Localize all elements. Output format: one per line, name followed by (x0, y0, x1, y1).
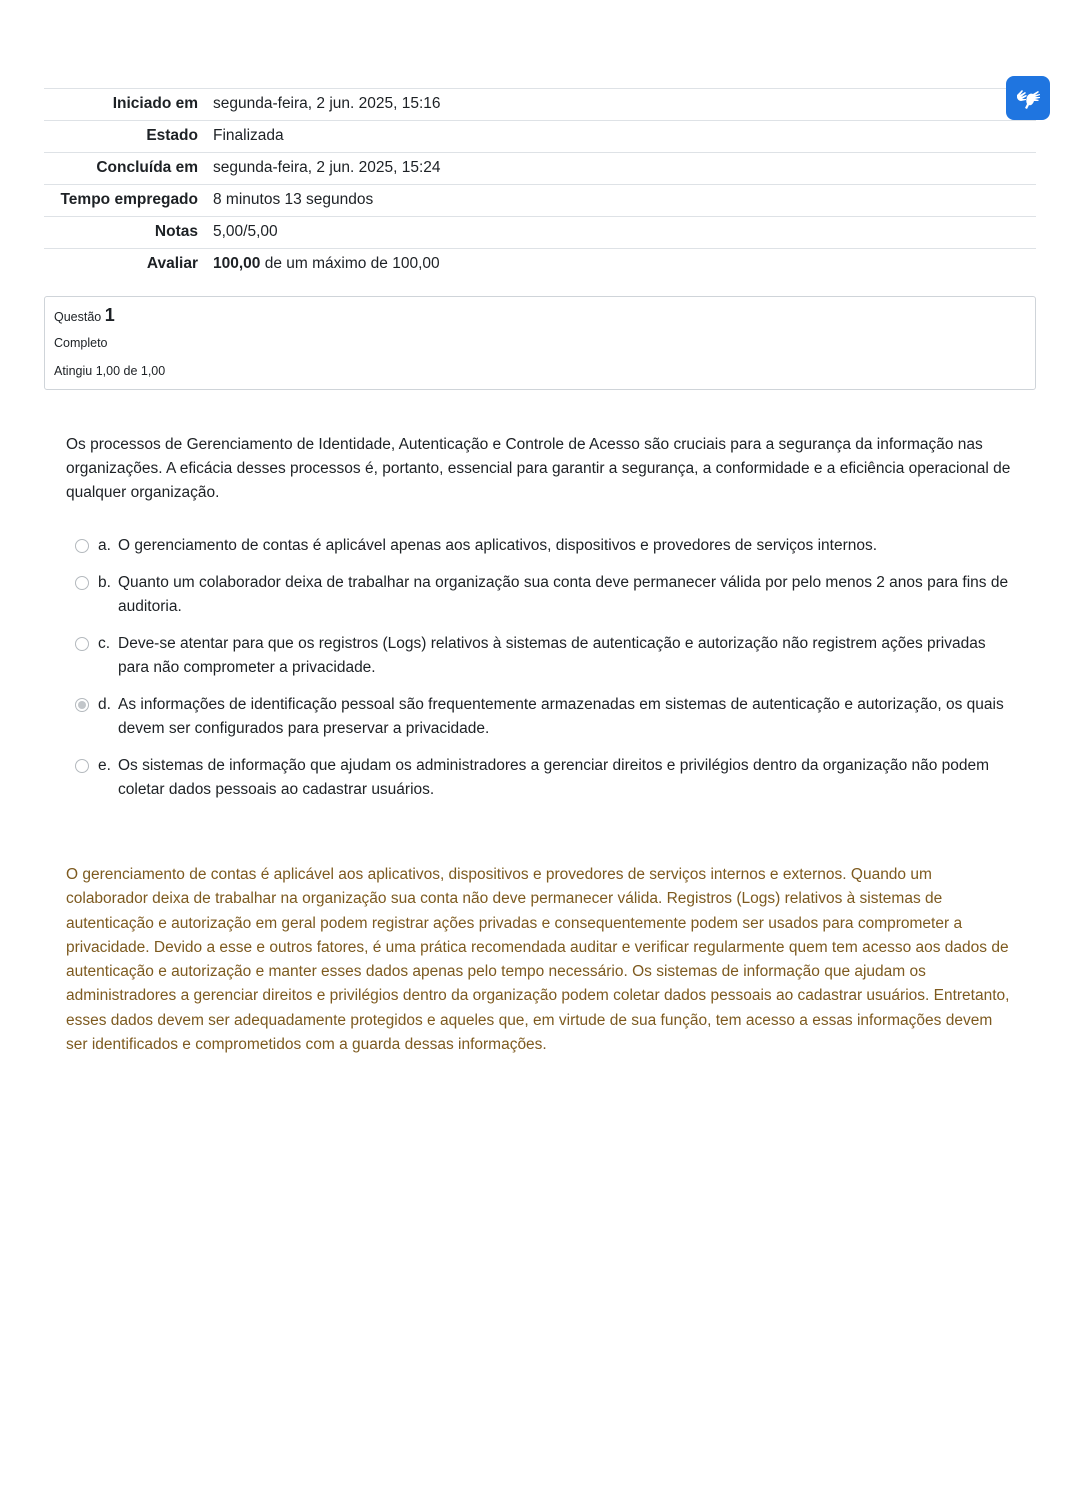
answer-letter: c. (98, 635, 111, 652)
answer-list (66, 534, 1016, 815)
radio-button[interactable] (75, 637, 89, 651)
answer-letter: d. (98, 696, 111, 713)
answer-text: Os sistemas de informação que ajudam os administradores a gerenciar direitos e privilégios dentro da organização não podem coletar dados pessoais ao cadastrar usuários. (118, 757, 990, 798)
answer-text: As informações de identificação pessoal são frequentemente armazenadas em sistemas de autenticação e autorização, os quais devem ser configurados para preservar a privacidade. (118, 696, 1004, 737)
question-grade: Atingiu 1,00 de 1,00 (54, 364, 166, 378)
answer-text: O gerenciamento de contas é aplicável apenas aos aplicativos, dispositivos e provedores de serviços internos. (118, 537, 878, 554)
radio-button[interactable] (75, 539, 89, 553)
answer-option-b[interactable] (66, 571, 1016, 619)
answer-option-d[interactable] (66, 693, 1016, 741)
question-number (54, 305, 1026, 327)
summary-value: segunda-feira, 2 jun. 2025, 15:16 (213, 95, 441, 112)
general-feedback: O gerenciamento de contas é aplicável aos aplicativos, dispositivos e provedores de serviços internos e externos. Quando um colaborador deixa de trabalhar na organização sua conta não deve permanecer válida. Registros (Logs) relativos à sistemas de autenticação e autorização em geral podem registrar ações privadas e consequentemente podem ser usados para comprometer a privacidade. Devido a esse e outros fatores, é uma prática recomendada auditar e verificar regularmente quem tem acesso aos dados de autenticação e autorização e manter esses dados apenas pelo tempo necessário. Os sistemas de informação que ajudam os administradores a gerenciar direitos e privilégios dentro da organização podem coletar dados pessoais ao cadastrar usuários. Entretanto, esses dados devem ser adequadamente protegidos e aqueles que, em virtude de sua função, tem acesso a essas informações devem ser identificados e comprometidos com a guarda dessas informações. (66, 866, 1010, 1054)
vlibras-accessibility-button[interactable] (1006, 76, 1050, 120)
answer-letter: a. (98, 537, 111, 554)
radio-button-selected[interactable] (75, 698, 89, 712)
summary-row-time-taken (44, 185, 1036, 217)
attempt-summary-table (44, 88, 1036, 280)
summary-row-grade (44, 249, 1036, 281)
answer-option-c[interactable] (66, 632, 1016, 680)
summary-label: Avaliar (146, 255, 198, 272)
question-text: Os processos de Gerenciamento de Identidade, Autenticação e Controle de Acesso são cruciais para a segurança da informação nas organizações. A eficácia desses processos é, portanto, essencial para garantir a segurança, a conformidade e a eficiência operacional de qualquer organização. (66, 436, 1011, 501)
summary-label: Notas (154, 223, 198, 240)
grade-value: 100,00 (213, 255, 261, 272)
summary-row-completed (44, 153, 1036, 185)
summary-row-started (44, 89, 1036, 121)
question-state: Completo (54, 336, 108, 350)
answer-text: Quanto um colaborador deixa de trabalhar na organização sua conta deve permanecer válida por pelo menos 2 anos para fins de auditoria. (118, 574, 1009, 615)
summary-value (206, 249, 1036, 281)
question-label: Questão (54, 310, 102, 324)
summary-row-state (44, 121, 1036, 153)
question-number-value: 1 (104, 305, 115, 325)
grade-max: de um máximo de 100,00 (260, 255, 440, 272)
summary-label: Estado (146, 127, 198, 144)
summary-value: segunda-feira, 2 jun. 2025, 15:24 (213, 159, 441, 176)
summary-label: Tempo empregado (60, 191, 198, 208)
radio-button[interactable] (75, 576, 89, 590)
question-info-box (44, 296, 1036, 390)
answer-letter: e. (98, 757, 111, 774)
summary-value: Finalizada (213, 127, 284, 144)
answer-option-a[interactable] (66, 534, 1016, 558)
radio-button[interactable] (75, 759, 89, 773)
summary-label: Iniciado em (112, 95, 198, 112)
summary-row-marks (44, 217, 1036, 249)
answer-letter: b. (98, 574, 111, 591)
answer-text: Deve-se atentar para que os registros (Logs) relativos à sistemas de autenticação e autorização não registrem ações privadas para não comprometer a privacidade. (118, 635, 986, 676)
summary-label: Concluída em (96, 159, 198, 176)
summary-value: 5,00/5,00 (213, 223, 278, 240)
summary-value: 8 minutos 13 segundos (213, 191, 374, 208)
answer-option-e[interactable] (66, 754, 1016, 802)
vlibras-hands-icon (1013, 83, 1043, 113)
